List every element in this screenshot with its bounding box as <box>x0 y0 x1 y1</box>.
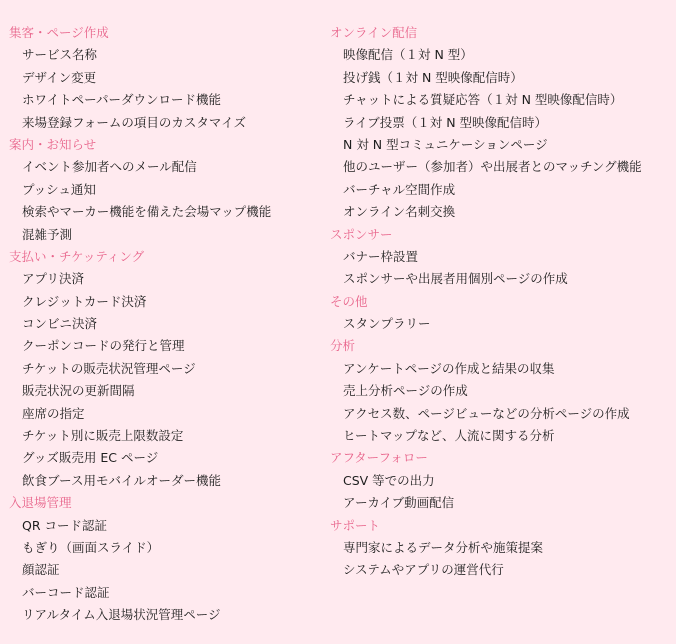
category-section <box>9 246 339 492</box>
feature-item: ヒートマップなど、人流に関する分析 <box>343 428 555 444</box>
feature-item: コンビニ決済 <box>22 316 98 332</box>
feature-item: 飲食ブース用モバイルオーダー機能 <box>22 472 222 488</box>
category-section <box>330 335 660 447</box>
feature-item: バーコード認証 <box>22 584 110 600</box>
feature-item: 映像配信（１対 N 型） <box>343 47 473 63</box>
feature-item: 来場登録フォームの項目のカスタマイズ <box>22 114 247 130</box>
feature-item: CSV 等での出力 <box>343 472 435 488</box>
feature-item: N 対 N 型コミュニケーションページ <box>343 136 548 152</box>
category-heading: 案内・お知らせ <box>9 136 97 152</box>
feature-item: プッシュ通知 <box>22 181 96 197</box>
feature-item: イベント参加者へのメール配信 <box>22 159 197 175</box>
feature-item: システムやアプリの運営代行 <box>343 562 504 578</box>
feature-item: チケット別に販売上限数設定 <box>22 428 184 444</box>
category-heading: その他 <box>330 293 368 309</box>
category-section <box>9 134 339 246</box>
category-heading: 入退場管理 <box>9 495 72 511</box>
category-heading: 支払い・チケッティング <box>9 248 145 264</box>
feature-item: クーポンコードの発行と管理 <box>22 338 185 354</box>
feature-item: スタンプラリー <box>343 316 431 332</box>
category-section <box>330 22 660 224</box>
feature-item: 販売状況の更新間隔 <box>22 383 135 399</box>
feature-item: サービス名称 <box>22 47 98 63</box>
category-section <box>330 515 660 582</box>
feature-item: チャットによる質疑応答（１対 N 型映像配信時） <box>343 92 623 108</box>
category-heading: サポート <box>330 517 381 533</box>
feature-item: もぎり（画面スライド） <box>22 539 160 555</box>
feature-item: グッズ販売用 EC ページ <box>22 450 159 466</box>
feature-item: アンケートページの作成と結果の収集 <box>343 360 555 376</box>
feature-item: オンライン名刺交換 <box>343 204 456 220</box>
feature-item: デザイン変更 <box>22 69 97 85</box>
left-column <box>9 22 339 627</box>
feature-item: アーカイブ動画配信 <box>343 495 455 511</box>
feature-item: クレジットカード決済 <box>22 293 147 309</box>
category-section <box>9 22 339 134</box>
feature-item: スポンサーや出展者用個別ページの作成 <box>343 271 568 287</box>
category-heading: 集客・ページ作成 <box>9 25 109 40</box>
feature-item: ホワイトペーパーダウンロード機能 <box>22 92 222 108</box>
category-section <box>330 447 660 514</box>
category-section <box>330 291 660 336</box>
category-heading: アフターフォロー <box>330 450 428 466</box>
feature-item: バナー枠設置 <box>343 248 419 264</box>
feature-item: 検索やマーカー機能を備えた会場マップ機能 <box>22 204 272 220</box>
category-heading: スポンサー <box>330 226 393 242</box>
feature-item: 専門家によるデータ分析や施策提案 <box>343 539 544 555</box>
feature-item: チケットの販売状況管理ページ <box>22 360 196 376</box>
feature-item: アプリ決済 <box>22 271 85 287</box>
category-heading: 分析 <box>330 338 356 354</box>
feature-item: QR コード認証 <box>22 517 107 533</box>
feature-item: ライブ投票（１対 N 型映像配信時） <box>343 114 548 130</box>
feature-item: バーチャル空間作成 <box>343 181 456 197</box>
feature-item: 混雑予測 <box>22 226 73 242</box>
feature-item: 座席の指定 <box>22 405 85 421</box>
feature-item: 他のユーザー（参加者）や出展者とのマッチング機能 <box>343 159 642 175</box>
right-column <box>330 22 660 582</box>
category-heading: オンライン配信 <box>330 25 418 40</box>
category-section <box>9 492 339 626</box>
feature-item: 売上分析ページの作成 <box>343 383 468 399</box>
feature-item: アクセス数、ページビューなどの分析ページの作成 <box>343 405 630 421</box>
category-section <box>330 224 660 291</box>
feature-item: 投げ銭（１対 N 型映像配信時） <box>343 69 523 85</box>
feature-item: リアルタイム入退場状況管理ページ <box>22 607 221 623</box>
feature-item: 顔認証 <box>22 562 60 578</box>
